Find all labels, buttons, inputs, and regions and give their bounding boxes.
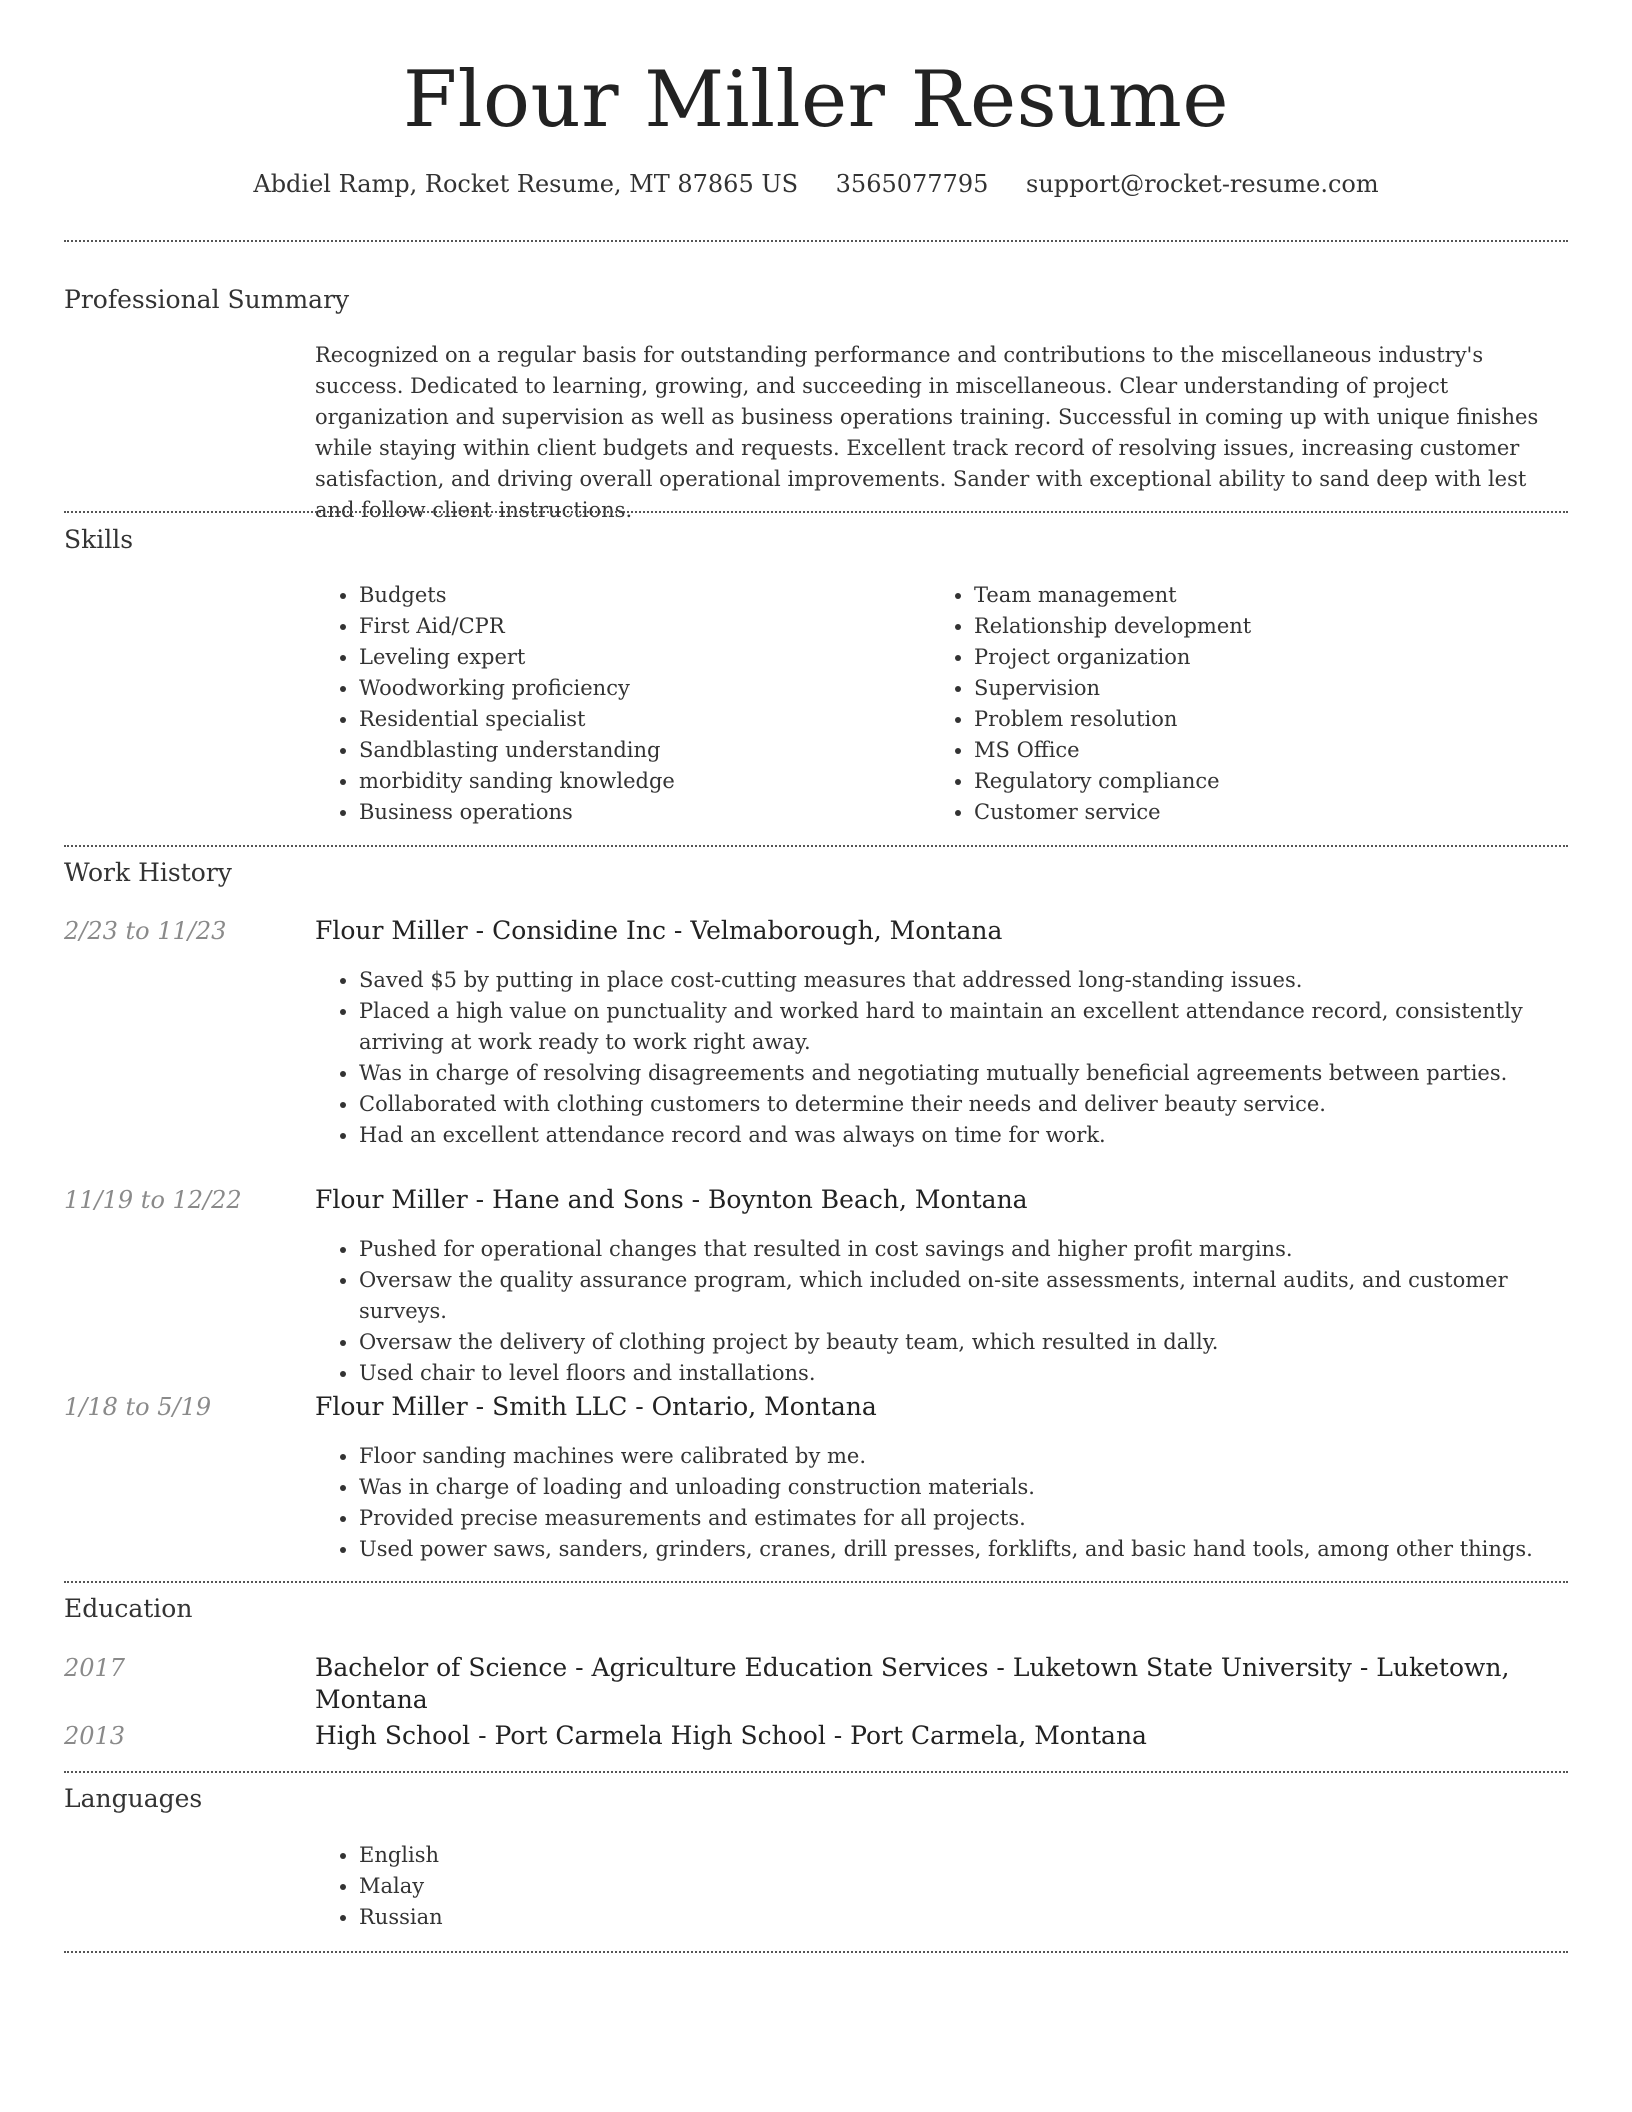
section-divider bbox=[64, 240, 1568, 242]
resume-title: Flour Miller Resume bbox=[402, 55, 1230, 145]
section-divider bbox=[64, 845, 1568, 847]
education-heading: Education bbox=[64, 1594, 193, 1623]
skill-item: • Customer service bbox=[974, 797, 1530, 828]
language-item: • Russian bbox=[359, 1902, 1568, 1933]
languages-heading: Languages bbox=[64, 1784, 203, 1813]
skill-item: • First Aid/CPR bbox=[359, 611, 915, 642]
summary-heading: Professional Summary bbox=[64, 285, 350, 314]
job-dates: 1/18 to 5/19 bbox=[64, 1393, 212, 1421]
contact-email[interactable]: support@rocket-resume.com bbox=[1026, 170, 1379, 198]
languages-list bbox=[315, 1840, 1568, 1933]
education-title: Bachelor of Science - Agriculture Education Services - Luketown State University - Luketown, Montana bbox=[315, 1653, 1510, 1714]
skill-item: • Business operations bbox=[359, 797, 915, 828]
job-title: Flour Miller - Considine Inc - Velmaborough, Montana bbox=[315, 916, 1003, 945]
contact-line bbox=[64, 168, 1568, 200]
skill-item: • Team management bbox=[974, 580, 1530, 611]
contact-address: Abdiel Ramp, Rocket Resume, MT 87865 US bbox=[253, 170, 799, 198]
job-duty: • Saved $5 by putting in place cost-cutting measures that addressed long-standing issues. bbox=[359, 965, 1568, 996]
job-duty: • Was in charge of loading and unloading construction materials. bbox=[359, 1472, 1568, 1503]
skill-item: • Woodworking proficiency bbox=[359, 673, 915, 704]
contact-phone: 3565077795 bbox=[835, 170, 989, 198]
language-item: • Malay bbox=[359, 1871, 1568, 1902]
job-duty: • Was in charge of resolving disagreements and negotiating mutually beneficial agreements between parties. bbox=[359, 1058, 1568, 1089]
skill-item: • Relationship development bbox=[974, 611, 1530, 642]
skill-item: • Project organization bbox=[974, 642, 1530, 673]
skill-item: • Supervision bbox=[974, 673, 1530, 704]
work-history-heading: Work History bbox=[64, 858, 232, 887]
job-duties bbox=[315, 965, 1568, 1151]
job-dates: 2/23 to 11/23 bbox=[64, 917, 227, 945]
education-year: 2013 bbox=[64, 1722, 126, 1750]
skill-item: • MS Office bbox=[974, 735, 1530, 766]
section-divider bbox=[64, 1951, 1568, 1953]
section-divider bbox=[64, 1771, 1568, 1773]
job-duty: • Pushed for operational changes that resulted in cost savings and higher profit margins. bbox=[359, 1234, 1568, 1265]
skill-item: • Problem resolution bbox=[974, 704, 1530, 735]
skills-heading: Skills bbox=[64, 525, 134, 554]
skill-item: • Regulatory compliance bbox=[974, 766, 1530, 797]
education-title: High School - Port Carmela High School - Port Carmela, Montana bbox=[315, 1721, 1147, 1750]
skill-item: • Leveling expert bbox=[359, 642, 915, 673]
job-duty: • Oversaw the delivery of clothing project by beauty team, which resulted in dally. bbox=[359, 1327, 1568, 1358]
job-duty: • Provided precise measurements and estimates for all projects. bbox=[359, 1503, 1568, 1534]
skill-item: • morbidity sanding knowledge bbox=[359, 766, 915, 797]
job-dates: 11/19 to 12/22 bbox=[64, 1186, 242, 1214]
job-duties bbox=[315, 1441, 1568, 1565]
job-duty: • Floor sanding machines were calibrated by me. bbox=[359, 1441, 1568, 1472]
section-divider bbox=[64, 1581, 1568, 1583]
skill-item: • Sandblasting understanding bbox=[359, 735, 915, 766]
job-duty: • Collaborated with clothing customers to determine their needs and deliver beauty service. bbox=[359, 1089, 1568, 1120]
job-duty: • Placed a high value on punctuality and worked hard to maintain an excellent attendance record, consistently arriving at work ready to work right away. bbox=[359, 996, 1568, 1058]
job-duty: • Oversaw the quality assurance program, which included on-site assessments, internal audits, and customer surveys. bbox=[359, 1265, 1568, 1327]
skill-item: • Budgets bbox=[359, 580, 915, 611]
summary-section bbox=[315, 340, 1568, 526]
language-item: • English bbox=[359, 1840, 1568, 1871]
summary-text: Recognized on a regular basis for outstanding performance and contributions to the miscellaneous industry's success. Dedicated to learning, growing, and succeeding in miscellaneous. Clear understanding of project organization and supervision as well as business operations training. Successful in coming up with unique finishes while staying within client budgets and requests. Excellent track record of resolving issues, increasing customer satisfaction, and driving overall operational improvements. Sander with exceptional ability to sand deep with lest and follow client instructions. bbox=[315, 343, 1539, 522]
skills-list-right bbox=[930, 580, 1530, 828]
skill-item: • Residential specialist bbox=[359, 704, 915, 735]
education-year: 2017 bbox=[64, 1654, 126, 1682]
job-duty: • Had an excellent attendance record and was always on time for work. bbox=[359, 1120, 1568, 1151]
skills-list-left bbox=[315, 580, 915, 828]
job-title: Flour Miller - Smith LLC - Ontario, Montana bbox=[315, 1392, 877, 1421]
section-divider bbox=[64, 511, 1568, 513]
job-title: Flour Miller - Hane and Sons - Boynton Beach, Montana bbox=[315, 1185, 1028, 1214]
job-duty: • Used power saws, sanders, grinders, cranes, drill presses, forklifts, and basic hand tools, among other things. bbox=[359, 1534, 1568, 1565]
job-duties bbox=[315, 1234, 1568, 1389]
job-duty: • Used chair to level floors and installations. bbox=[359, 1358, 1568, 1389]
